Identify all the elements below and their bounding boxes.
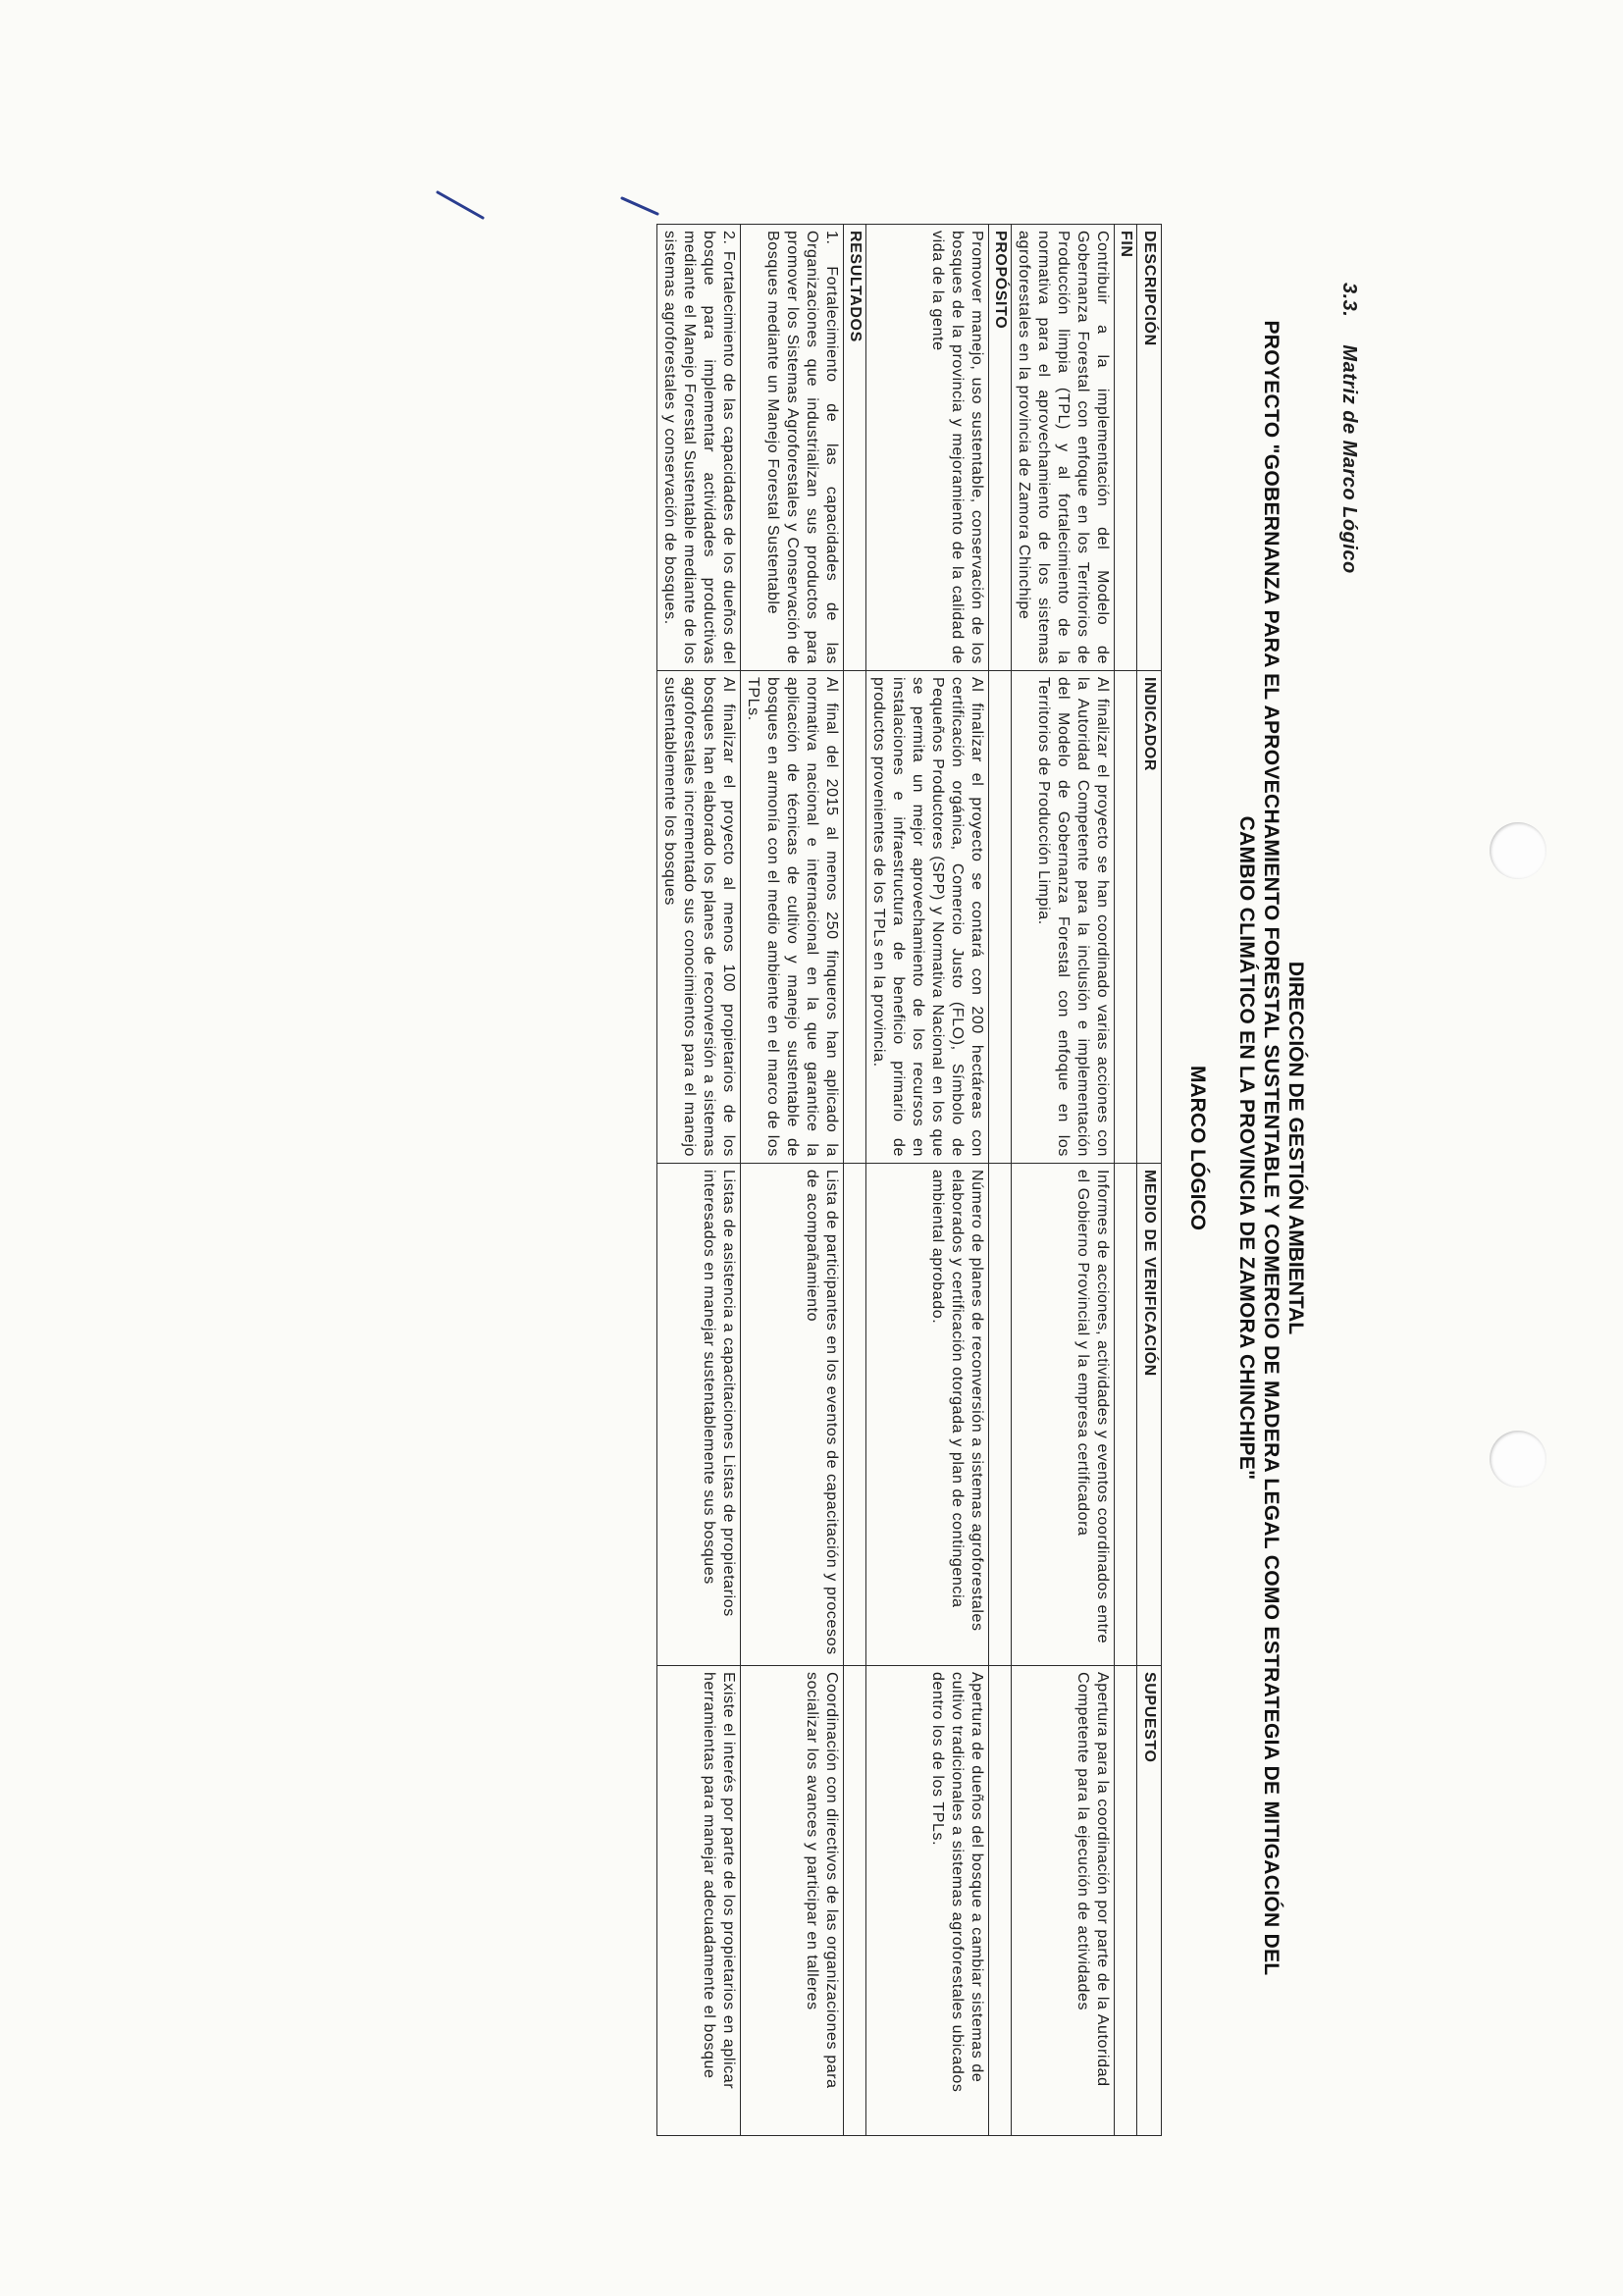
logical-framework-table	[656, 224, 1162, 2136]
descripcion-cell: Promover manejo, uso sustentable, conservación de los bosques de la provincia y mejoramiento de la calidad de vida de la gente	[866, 225, 989, 671]
medio-cell: Lista de participantes en los eventos de capacitación y procesos de acompañamiento	[741, 1164, 844, 1666]
column-header: INDICADOR	[1137, 671, 1162, 1164]
section-row-fin	[1115, 225, 1137, 2136]
indicador-cell: Al finalizar el proyecto al menos 100 propietarios de los bosques han elaborado los planes de reconversión a sistemas agroforestales incrementado sus conocimientos para el manejo sustentablemente los bosques	[657, 671, 741, 1164]
supuesto-cell: Coordinación con directivos de las organizaciones para socializar los avances y participar en talleres	[741, 1666, 844, 2136]
column-header: SUPUESTO	[1137, 1666, 1162, 2136]
project-title-line-2: CAMBIO CLIMÁTICO EN LA PROVINCIA DE ZAMORA CHINCHIPE"	[1235, 815, 1258, 1481]
column-header: MEDIO DE VERIFICACIÓN	[1137, 1164, 1162, 1666]
matrix-title: MARCO LÓGICO	[1186, 1066, 1209, 1230]
indicador-cell: Al finalizar el proyecto se han coordinado varias acciones con la Autoridad Competente para la inclusión e implementación del Modelo de Gobernanza Forestal con enfoque en los Territorios de Producción Limpia.	[1012, 671, 1115, 1164]
section-row-proposito	[989, 225, 1012, 2136]
table-row	[657, 225, 741, 2136]
document-titles	[1185, 245, 1307, 2051]
supuesto-cell: Existe el interés por parte de los propietarios en aplicar herramientas para manejar adecuadamente el bosque	[657, 1666, 741, 2136]
table-row	[1012, 225, 1115, 2136]
section-label: FIN	[1115, 225, 1137, 671]
medio-cell: Listas de asistencia a capacitaciones Listas de propietarios interesados en manejar sustentablemente sus bosques	[657, 1164, 741, 1666]
indicador-cell: Al finalizar el proyecto se contará con 200 hectáreas con certificación orgánica, Comercio Justo (FLO), Símbolo de Pequeños Productores (SPP) y Normativa Nacional en los que se permita un mejor aprovechamiento de los recursos en instalaciones e infraestructura de beneficio primario de productos provenientes de los TPLs en la provincia.	[866, 671, 989, 1164]
organization-title: DIRECCIÓN DE GESTIÓN AMBIENTAL	[1284, 961, 1307, 1335]
section-heading	[1337, 283, 1360, 574]
section-label: RESULTADOS	[844, 225, 866, 671]
medio-cell: Número de planes de reconversión a sistemas agroforestales elaborados y certificación otorgada y plan de contingencia ambiental aprobado.	[866, 1164, 989, 1666]
section-number: 3.3.	[1338, 283, 1360, 318]
descripcion-cell: 1. Fortalecimiento de las capacidades de las Organizaciones que industrializan sus productos para promover los Sistemas Agroforestales y Conservación de Bosques mediante un Manejo Forestal Sustentable	[741, 225, 844, 671]
section-label: PROPÓSITO	[989, 225, 1012, 671]
medio-cell: Informes de acciones, actividades y eventos coordinados entre el Gobierno Provincial y la empresa certificadora	[1012, 1164, 1115, 1666]
descripcion-cell: Contribuir a la implementación del Modelo de Gobernanza Forestal con enfoque en los Territorios de Producción limpia (TPL) y al fortalecimiento de la normativa para el aprovechamiento de los sistemas agroforestales en la provincia de Zamora Chinchipe	[1012, 225, 1115, 671]
indicador-cell: Al final del 2015 al menos 250 finqueros han aplicado la normativa nacional e internacional en la que garantice la aplicación de técnicas de cultivo y manejo sustentable de bosques en armonía con el medio ambiente en el marco de los TPLs.	[741, 671, 844, 1164]
table-row	[866, 225, 989, 2136]
column-header: DESCRIPCIÓN	[1137, 225, 1162, 671]
supuesto-cell: Apertura para la coordinación por parte de la Autoridad Competente para la ejecución de actividades	[1012, 1666, 1115, 2136]
descripcion-cell: 2. Fortalecimiento de las capacidades de los dueños del bosque para implementar actividades productivas mediante el Manejo Forestal Sustentable mediante de los sistemas agroforestales y conservación de bosques.	[657, 225, 741, 671]
table-row	[741, 225, 844, 2136]
section-row-resultados	[844, 225, 866, 2136]
project-title-line-1: PROYECTO "GOBERNANZA PARA EL APROVECHAMIENTO FORESTAL SUSTENTABLE Y COMERCIO DE MADERA LEGAL COMO ESTRATEGIA DE MITIGACIÓN DEL	[1260, 320, 1283, 1976]
supuesto-cell: Apertura de dueños del bosque a cambiar sistemas de cultivo tradicionales a sistemas agroforestales ubicados dentro los de los TPLs.	[866, 1666, 989, 2136]
header-row	[1137, 225, 1162, 2136]
section-title: Matriz de Marco Lógico	[1338, 344, 1360, 574]
